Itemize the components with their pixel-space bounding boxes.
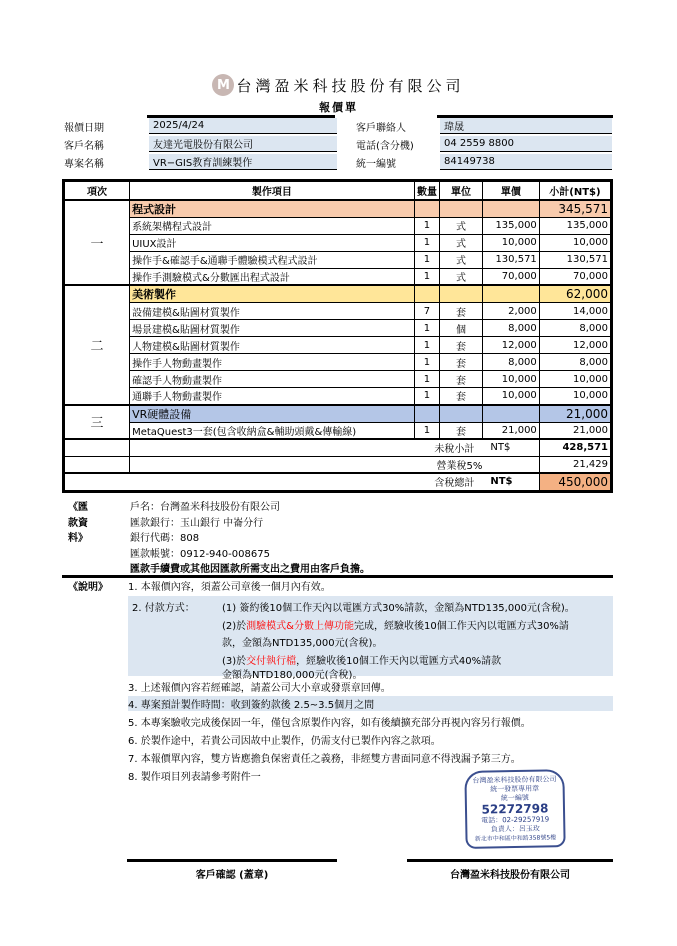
table-row [65,320,611,337]
empty-cell [440,200,483,218]
section-title: 美術製作 [130,285,415,303]
item-subtotal: 10,000 [539,388,610,405]
item-subtotal: 8,000 [539,320,610,337]
contact-person-value: 瑋晟 [440,118,612,134]
item-name: 操作手測驗模式&分數匯出程式設計 [130,268,415,285]
note-4: 4. 專案預計製作時間：收到簽約款後 2.5~3.5個月之間 [128,696,613,711]
item-qty: 1 [414,422,439,439]
empty-cell [414,285,439,303]
pretax-value: 428,571 [539,439,610,456]
item-qty: 1 [414,354,439,371]
phone-value: 04 2559 8800 [440,136,612,152]
section-number: 二 [65,285,130,405]
remittance-label: 《匯款資料》 [68,502,88,544]
empty-cell [440,405,483,423]
item-unit: 套 [440,354,483,371]
item-subtotal: 10,000 [539,234,610,251]
section-total: 62,000 [539,285,610,303]
table-row [65,388,611,405]
empty-cell [440,285,483,303]
table-row [65,217,611,234]
section-header-row [65,200,611,218]
company-signature-line [407,859,613,862]
table-row [65,303,611,320]
item-price: 8,000 [482,354,539,371]
item-subtotal: 14,000 [539,303,610,320]
note-5: 5. 本專案驗收完成後保固一年，僅包含原製作內容，如有後續擴充部分再視內容另行報價。 [128,718,531,729]
item-name: 通聯手人物動畫製作 [130,388,415,405]
item-unit: 式 [440,217,483,234]
pretax-currency: NT$ [482,439,539,456]
item-name: MetaQuest3一套(包含收納盒&輔助頭戴&傳輸線) [130,422,415,439]
document-title: 報價單 [319,101,358,114]
payment-term-2-cont: 款，金額為NTD135,000元(含稅)。 [222,638,383,649]
bank-code: 銀行代碼：808 [130,533,200,544]
empty-cell [414,200,439,218]
company-stamp [464,769,565,849]
account-name: 戶名：台灣盈米科技股份有限公司 [130,502,280,513]
info-label: 專案名稱 [64,158,104,170]
empty-cell [65,456,130,473]
column-header-qty: 數量 [414,182,439,200]
info-row [64,117,612,135]
item-name: 操作手&確認手&通聯手體驗模式程式設計 [130,251,415,268]
item-qty: 7 [414,303,439,320]
note-7: 7. 本報價單內容，雙方皆應擔負保密責任之義務，非經雙方書面同意不得洩漏予第三方。 [128,754,521,765]
stamp-owner: 負責人：呂玉玫 [490,824,540,834]
item-name: 設備建模&貼圖材質製作 [130,303,415,320]
client-name-value: 友達光電股份有限公司 [149,136,337,152]
item-unit: 套 [440,337,483,354]
fee-notice: 匯款手續費或其他因匯款所需支出之費用由客戶負擔。 [130,564,370,575]
item-qty: 1 [414,234,439,251]
highlight-text: 測驗模式&分數上傳功能 [246,621,354,632]
item-name: 確認手人物動畫製作 [130,371,415,388]
project-name-value: VR−GIS教育訓練製作 [149,154,337,170]
company-title [212,74,464,96]
item-qty: 1 [414,268,439,285]
item-name: 操作手人物動畫製作 [130,354,415,371]
bank-name: 匯款銀行：玉山銀行 中崙分行 [130,517,264,529]
item-name: 場景建模&貼圖材質製作 [130,320,415,337]
item-subtotal: 135,000 [539,217,610,234]
empty-cell [482,285,539,303]
column-header-item: 製作項目 [130,182,415,200]
item-price: 10,000 [482,234,539,251]
info-label: 客戶名稱 [64,140,104,152]
info-row [64,153,612,171]
item-price: 135,000 [482,217,539,234]
grand-total-label: 含稅總計 [65,473,483,490]
section-total: 21,000 [539,405,610,423]
payment-term-3: (3)於交付執行檔，經驗收後10個工作天內以電匯方式40%請款 [222,656,502,667]
item-unit: 套 [440,422,483,439]
payment-term-2: (2)於測驗模式&分數上傳功能完成，經驗收後10個工作天內以電匯方式30%請 [222,621,569,632]
item-qty: 1 [414,251,439,268]
item-price: 130,571 [482,251,539,268]
info-label: 統一編號 [356,158,396,170]
stamp-address: 新北市中和區中和路358號5樓 [474,834,557,843]
section-title: 程式設計 [130,200,415,218]
quotation-table [62,179,613,493]
item-price: 12,000 [482,337,539,354]
grand-total-row [65,473,611,490]
account-number: 匯款帳號：0912-940-008675 [130,548,270,560]
empty-cell [482,200,539,218]
quote-date-value: 2025/4/24 [149,118,337,134]
item-qty: 1 [414,371,439,388]
table-row [65,268,611,285]
section-header-row [65,285,611,303]
item-price: 8,000 [482,320,539,337]
table-row [65,234,611,251]
section-header-row [65,405,611,423]
stamp-number: 52272798 [481,801,549,817]
table-row [65,337,611,354]
note-3: 3. 上述報價內容若經確認，請蓋公司大小章或發票章回傳。 [128,683,391,694]
section-total: 345,571 [539,200,610,218]
quote-info [64,117,612,171]
section-title: VR硬體設備 [130,405,415,423]
highlight-text: 交付執行檔 [246,656,297,667]
payment-label: 2. 付款方式： [132,603,195,614]
item-subtotal: 70,000 [539,268,610,285]
company-signature-label: 台灣盈米科技股份有限公司 [450,870,570,881]
item-unit: 套 [440,303,483,320]
table-row [65,371,611,388]
item-subtotal: 8,000 [539,354,610,371]
item-name: UIUX設計 [130,234,415,251]
tax-label: 營業稅5% [130,456,483,473]
empty-cell [414,405,439,423]
note-1: 1. 本報價內容，須蓋公司章後一個月內有效。 [128,582,331,593]
company-logo-icon: M [212,74,234,96]
table-row [65,354,611,371]
grand-total-value: 450,000 [539,473,610,490]
item-subtotal: 21,000 [539,422,610,439]
column-header-price: 單價 [482,182,539,200]
item-price: 21,000 [482,422,539,439]
note-6: 6. 於製作途中，若貴公司因故中止製作，仍需支付已製作內容之款項。 [128,736,441,747]
item-price: 10,000 [482,388,539,405]
grand-total-currency: NT$ [482,473,539,490]
item-subtotal: 130,571 [539,251,610,268]
section-number: 三 [65,405,130,440]
info-row [64,135,612,153]
item-qty: 1 [414,320,439,337]
stamp-line: 統一編號 [500,793,529,803]
item-unit: 套 [440,388,483,405]
info-label: 客戶聯絡人 [356,122,406,134]
pretax-label: 未稅小計 [130,439,483,456]
item-qty: 1 [414,337,439,354]
notes-label: 《說明》 [68,582,108,593]
item-qty: 1 [414,388,439,405]
empty-cell [482,456,539,473]
payment-term-3-cont: 金額為NTD180,000元(含稅)。 [222,670,363,681]
tax-value: 21,429 [539,456,610,473]
item-name: 系統架構程式設計 [130,217,415,234]
item-unit: 式 [440,234,483,251]
payment-terms [128,596,613,681]
table-row [65,251,611,268]
table-row [65,422,611,439]
company-name: 台灣盈米科技股份有限公司 [236,76,465,95]
column-header-subtotal: 小計(NT$) [539,182,610,200]
stamp-line: 統一發票專用章 [490,784,540,794]
client-signature-line [127,859,337,862]
stamp-company: 台灣盈米科技股份有限公司 [472,775,557,785]
remittance-lines [130,500,530,578]
tax-row [65,456,611,473]
payment-term-1: (1) 簽約後10個工作天內以電匯方式30%請款，金額為NTD135,000元(含稅)。 [222,603,575,614]
item-unit: 個 [440,320,483,337]
info-label: 電話(含分機) [356,140,414,152]
item-price: 70,000 [482,268,539,285]
item-price: 10,000 [482,371,539,388]
empty-cell [65,439,130,456]
tax-id-value: 84149738 [440,154,612,170]
column-header-no: 項次 [65,182,130,200]
section-number: 一 [65,200,130,286]
empty-cell [482,405,539,423]
client-signature-label: 客戶確認 (蓋章) [195,870,269,881]
item-unit: 式 [440,251,483,268]
item-unit: 式 [440,268,483,285]
item-unit: 套 [440,371,483,388]
note-8: 8. 製作項目列表請參考附件一 [128,772,261,783]
item-name: 人物建模&貼圖材質製作 [130,337,415,354]
header [0,74,677,96]
item-qty: 1 [414,217,439,234]
stamp-phone: 電話：02-29257919 [481,815,550,825]
column-header-unit: 單位 [440,182,483,200]
pretax-subtotal-row [65,439,611,456]
table-header-row [65,182,611,200]
info-label: 報價日期 [64,122,104,134]
item-subtotal: 12,000 [539,337,610,354]
item-price: 2,000 [482,303,539,320]
item-subtotal: 10,000 [539,371,610,388]
